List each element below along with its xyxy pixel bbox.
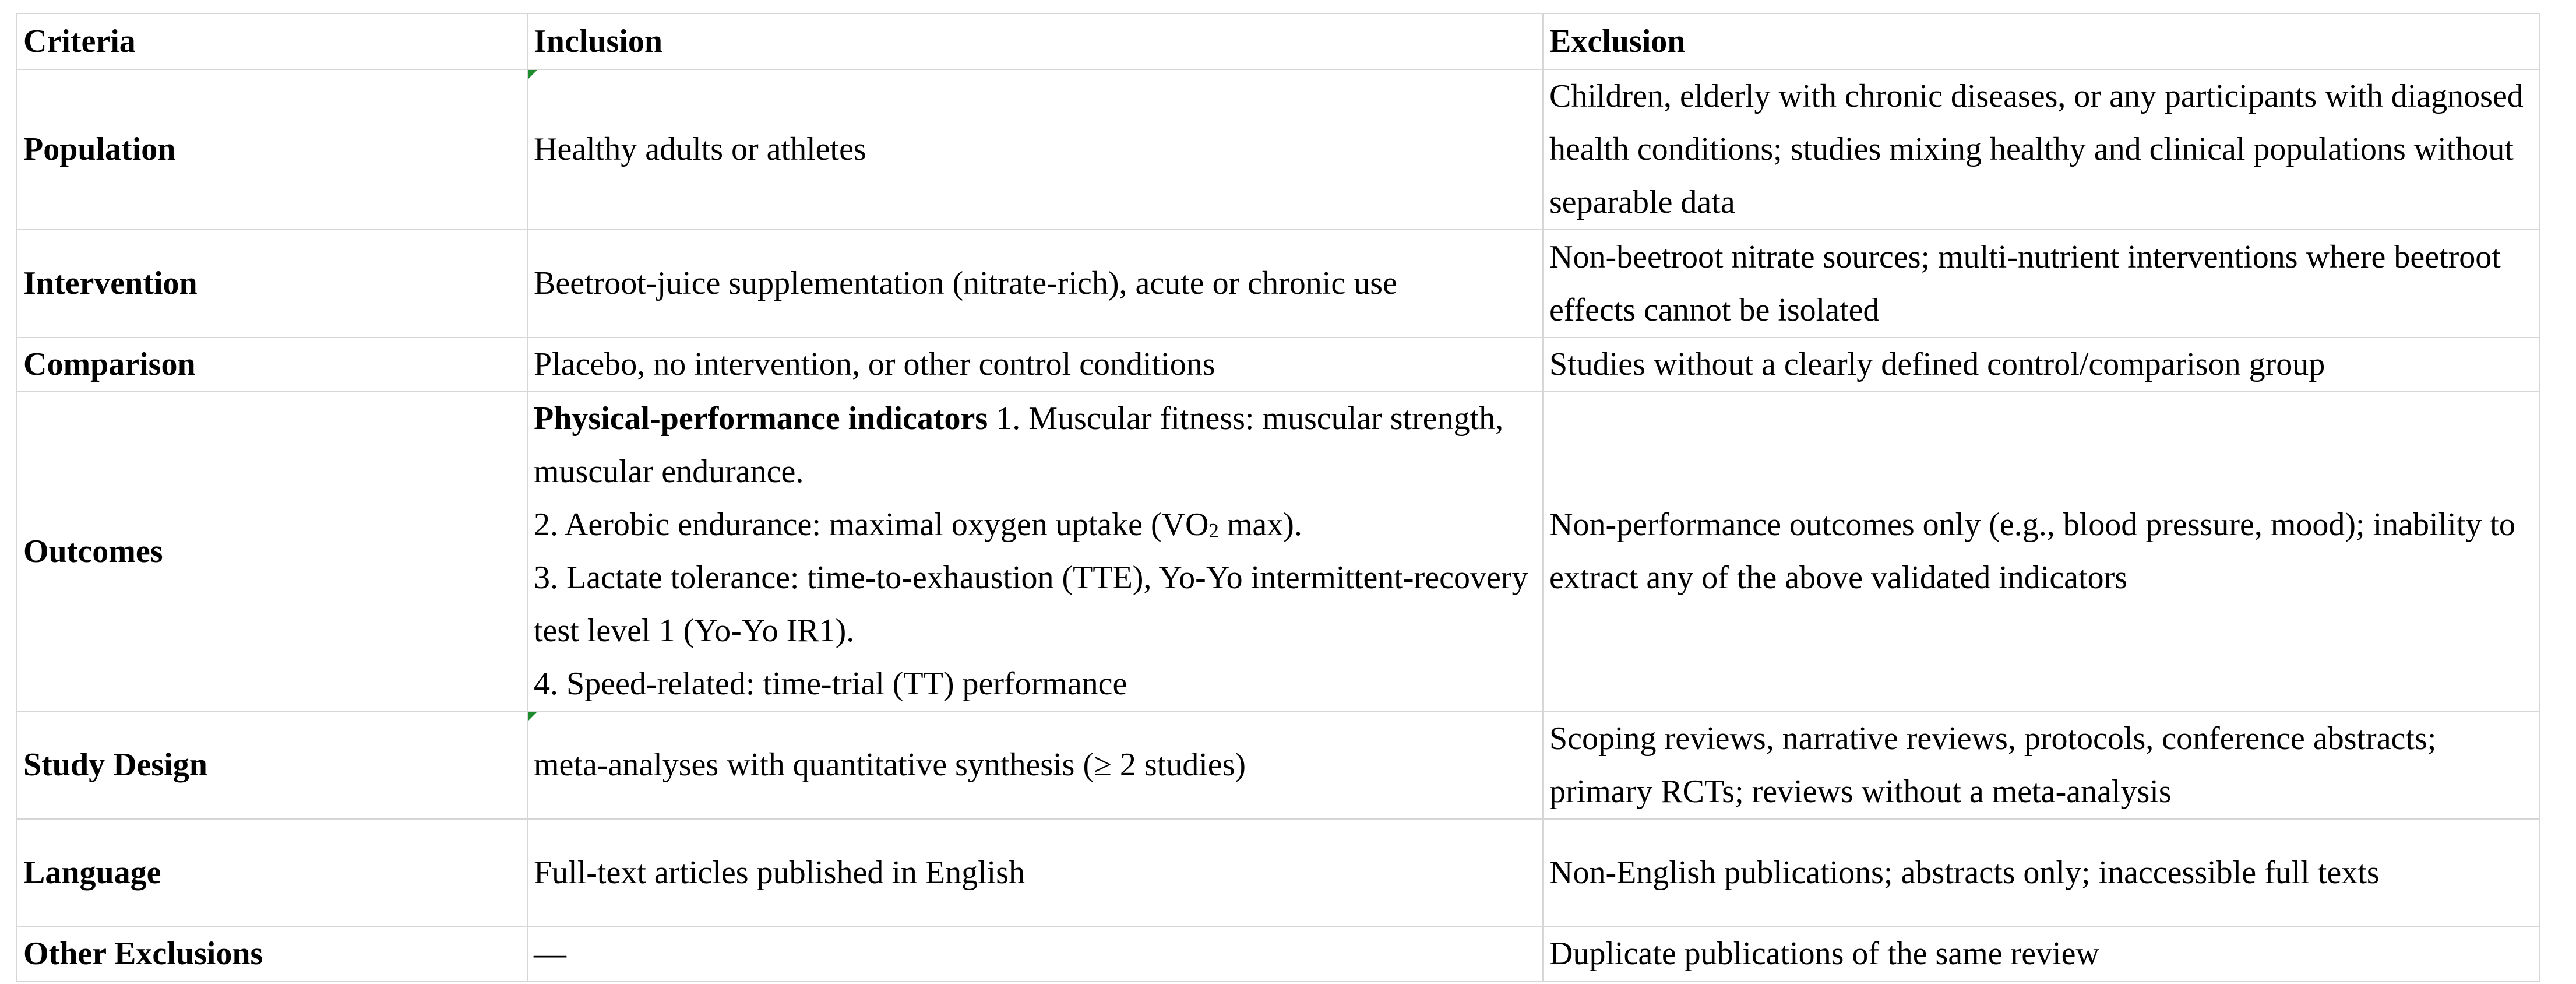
other-exclusions-exclusion-text: Duplicate publications of the same review [1549, 936, 2099, 972]
outcomes-item-2-text: 2. Aerobic endurance: maximal oxygen uptake (VO [534, 507, 1209, 543]
study-design-inclusion-cell[interactable] [527, 711, 1543, 819]
population-exclusion-cell[interactable] [1543, 69, 2540, 230]
outcomes-exclusion-cell[interactable] [1543, 392, 2540, 711]
population-inclusion-text: Healthy adults or athletes [534, 131, 866, 167]
other-exclusions-label-cell[interactable] [17, 927, 527, 981]
outcomes-label-cell[interactable] [17, 392, 527, 711]
outcomes-inclusion-cell[interactable] [527, 392, 1543, 711]
table-header-row [17, 13, 2540, 69]
outcomes-inclusion-heading: Physical-performance indicators [534, 400, 988, 437]
outcomes-inclusion-item-2 [534, 498, 1542, 551]
other-exclusions-inclusion-cell[interactable] [527, 927, 1543, 981]
language-exclusion-text: Non-English publications; abstracts only; inaccessible full texts [1549, 855, 2380, 891]
outcomes-exclusion-text: Non-performance outcomes only (e.g., blood pressure, mood); inability to extract any of the above validated indicators [1549, 507, 2515, 596]
other-exclusions-inclusion-text: — [534, 936, 566, 972]
table-row-intervention [17, 230, 2540, 338]
comment-flag-icon[interactable] [528, 712, 537, 721]
outcomes-inclusion-item-1: 1. Muscular fitness: muscular strength, muscular endurance. [534, 400, 1504, 490]
outcomes-inclusion-item-3: 3. Lactate tolerance: time-to-exhaustion (TTE), Yo-Yo intermittent-recovery test level 1 (Yo-Yo IR1). [534, 560, 1528, 649]
study-design-inclusion-text: meta-analyses with quantitative synthesis (≥ 2 studies) [534, 747, 1246, 783]
comparison-inclusion-text: Placebo, no intervention, or other control conditions [534, 346, 1215, 382]
table-row-comparison [17, 338, 2540, 392]
comparison-exclusion-text: Studies without a clearly defined control/comparison group [1549, 346, 2325, 382]
language-inclusion-text: Full-text articles published in English [534, 855, 1026, 891]
language-label-cell[interactable] [17, 819, 527, 927]
other-exclusions-label: Other Exclusions [23, 936, 263, 972]
table-row-other-exclusions [17, 927, 2540, 981]
outcomes-inclusion-item-4: 4. Speed-related: time-trial (TT) performance [534, 666, 1127, 702]
language-exclusion-cell[interactable] [1543, 819, 2540, 927]
outcomes-label: Outcomes [23, 533, 163, 570]
table-row-population [17, 69, 2540, 230]
language-inclusion-cell[interactable] [527, 819, 1543, 927]
header-criteria-cell[interactable] [17, 13, 527, 69]
table-row-language [17, 819, 2540, 927]
header-criteria-label: Criteria [23, 23, 136, 59]
population-label-cell[interactable] [17, 69, 527, 230]
intervention-label-cell[interactable] [17, 230, 527, 338]
header-inclusion-cell[interactable] [527, 13, 1543, 69]
population-inclusion-cell[interactable] [527, 69, 1543, 230]
language-label: Language [23, 855, 161, 891]
population-exclusion-text: Children, elderly with chronic diseases, or any participants with diagnosed health conditions; studies mixing healthy and clinical populations without separable data [1549, 78, 2524, 220]
intervention-label: Intervention [23, 265, 198, 301]
intervention-inclusion-cell[interactable] [527, 230, 1543, 338]
header-inclusion-label: Inclusion [534, 23, 662, 59]
criteria-table [16, 13, 2540, 982]
study-design-exclusion-cell[interactable] [1543, 711, 2540, 819]
intervention-inclusion-text: Beetroot-juice supplementation (nitrate-rich), acute or chronic use [534, 265, 1397, 301]
other-exclusions-exclusion-cell[interactable] [1543, 927, 2540, 981]
population-label: Population [23, 131, 176, 167]
comparison-exclusion-cell[interactable] [1543, 338, 2540, 392]
comment-flag-icon[interactable] [528, 70, 537, 79]
comparison-label: Comparison [23, 346, 196, 382]
table-row-outcomes [17, 392, 2540, 711]
table-row-study-design [17, 711, 2540, 819]
comparison-inclusion-cell[interactable] [527, 338, 1543, 392]
header-exclusion-cell[interactable] [1543, 13, 2540, 69]
study-design-label: Study Design [23, 747, 207, 783]
outcomes-item-2-suffix: max). [1218, 507, 1302, 543]
study-design-exclusion-text: Scoping reviews, narrative reviews, protocols, conference abstracts; primary RCTs; reviews without a meta-analysis [1549, 720, 2437, 810]
header-exclusion-label: Exclusion [1549, 23, 1686, 59]
outcomes-item-2-subscript: 2 [1208, 519, 1219, 543]
intervention-exclusion-cell[interactable] [1543, 230, 2540, 338]
comparison-label-cell[interactable] [17, 338, 527, 392]
intervention-exclusion-text: Non-beetroot nitrate sources; multi-nutrient interventions where beetroot effects cannot be isolated [1549, 238, 2501, 328]
study-design-label-cell[interactable] [17, 711, 527, 819]
